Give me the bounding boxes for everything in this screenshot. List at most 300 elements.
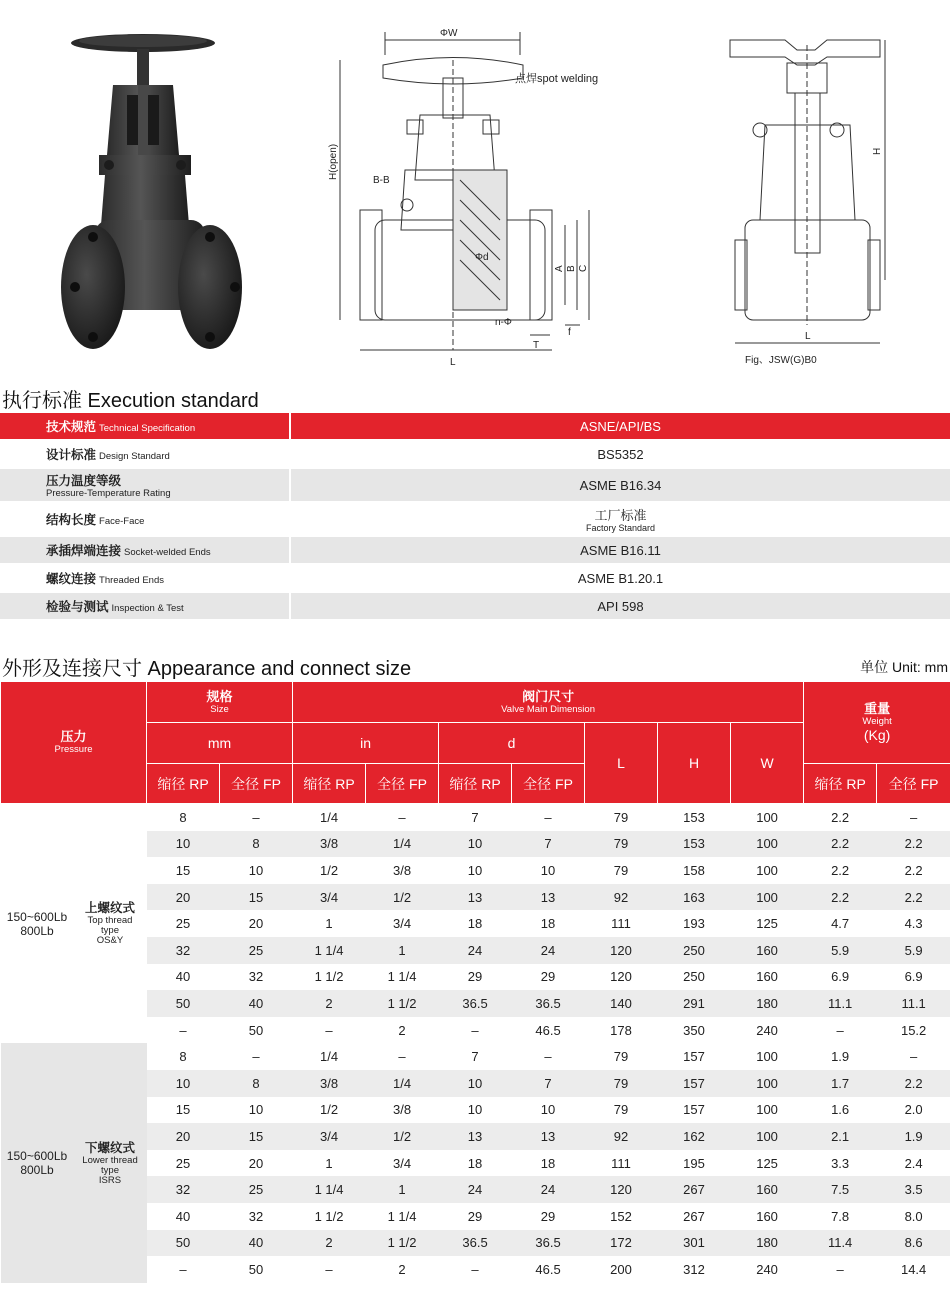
table-cell: 6.9 bbox=[804, 964, 877, 991]
table-cell: 2 bbox=[293, 990, 366, 1017]
table-cell: 36.5 bbox=[439, 1230, 512, 1257]
table-row bbox=[1, 1043, 950, 1070]
table-cell: 2.2 bbox=[804, 857, 877, 884]
table-cell: 2.2 bbox=[877, 831, 950, 858]
table-cell: 267 bbox=[658, 1203, 731, 1230]
thread-type-en: Lower thread bbox=[82, 1154, 138, 1166]
standard-label-zh: 承插焊端连接 bbox=[46, 544, 122, 558]
table-cell: 40 bbox=[220, 1230, 293, 1257]
weight-fp-header: 全径 FP bbox=[877, 764, 950, 804]
table-cell: 18 bbox=[439, 1150, 512, 1177]
table-cell: 3/8 bbox=[293, 1070, 366, 1097]
table-cell: 1.6 bbox=[804, 1097, 877, 1124]
thread-type-zh: 下螺纹式 bbox=[85, 1140, 136, 1155]
standard-label bbox=[0, 440, 290, 468]
pressure-cell bbox=[1, 1043, 74, 1282]
standard-label bbox=[0, 502, 290, 536]
table-cell: 10 bbox=[439, 1070, 512, 1097]
table-cell: 100 bbox=[731, 1070, 804, 1097]
table-cell: 1 1/2 bbox=[293, 964, 366, 991]
standard-row bbox=[0, 592, 950, 620]
table-cell: 79 bbox=[585, 1097, 658, 1124]
table-cell: 193 bbox=[658, 910, 731, 937]
table-cell: 1 1/4 bbox=[366, 964, 439, 991]
table-cell: 100 bbox=[731, 1123, 804, 1150]
standard-row bbox=[0, 468, 950, 502]
standard-value-text: 工厂标准 bbox=[594, 508, 647, 523]
standard-label-zh: 结构长度 bbox=[46, 513, 97, 527]
l-label: L bbox=[450, 357, 456, 368]
h-header: H bbox=[658, 723, 731, 804]
standard-value-text: ASME B16.11 bbox=[580, 542, 661, 558]
table-cell: – bbox=[804, 1017, 877, 1044]
table-cell: – bbox=[804, 1256, 877, 1283]
table-cell: 10 bbox=[439, 857, 512, 884]
table-cell: 10 bbox=[147, 1070, 220, 1097]
table-cell: 100 bbox=[731, 884, 804, 911]
table-cell: 2.2 bbox=[804, 831, 877, 858]
table-cell: 10 bbox=[220, 857, 293, 884]
table-cell: 160 bbox=[731, 1176, 804, 1203]
table-cell: 10 bbox=[220, 1097, 293, 1124]
table-cell: 46.5 bbox=[512, 1256, 585, 1283]
table-cell: 92 bbox=[585, 884, 658, 911]
table-cell: 125 bbox=[731, 910, 804, 937]
thread-type-en: OS&Y bbox=[96, 935, 124, 947]
table-cell: 7 bbox=[512, 1070, 585, 1097]
table-cell: 40 bbox=[147, 964, 220, 991]
valve-dimension-header: 阀门尺寸 Valve Main Dimension bbox=[293, 682, 804, 723]
table-cell: – bbox=[293, 1017, 366, 1044]
mm-header: mm bbox=[147, 723, 293, 764]
pressure-class: 150~600Lb bbox=[6, 909, 68, 924]
dimension-table bbox=[0, 681, 950, 1283]
table-cell: 1/2 bbox=[293, 857, 366, 884]
f-label: f bbox=[568, 327, 571, 338]
table-cell: 125 bbox=[731, 1150, 804, 1177]
table-cell: 160 bbox=[731, 1203, 804, 1230]
table-cell: 4.3 bbox=[877, 910, 950, 937]
h-open-label: H(open) bbox=[328, 143, 339, 180]
table-cell: 1/2 bbox=[293, 1097, 366, 1124]
standard-label-zh: 设计标准 bbox=[46, 448, 97, 462]
table-cell: 153 bbox=[658, 831, 731, 858]
thread-type-en: type bbox=[101, 925, 119, 937]
table-cell: 3.3 bbox=[804, 1150, 877, 1177]
table-cell: 50 bbox=[220, 1017, 293, 1044]
standard-label-zh: 压力温度等级 bbox=[46, 474, 122, 488]
standard-row bbox=[0, 440, 950, 468]
table-cell: 3/8 bbox=[366, 857, 439, 884]
standard-label-en: Threaded Ends bbox=[99, 575, 164, 586]
table-cell: 29 bbox=[512, 1203, 585, 1230]
table-cell: 1 bbox=[366, 937, 439, 964]
thread-type-zh: 上螺纹式 bbox=[85, 901, 136, 916]
weight-header: 重量 Weight (Kg) bbox=[804, 682, 950, 764]
table-cell: 13 bbox=[439, 884, 512, 911]
table-cell: 100 bbox=[731, 1097, 804, 1124]
unit-note: 单位 Unit: mm bbox=[860, 659, 948, 675]
table-cell: 92 bbox=[585, 1123, 658, 1150]
table-cell: 120 bbox=[585, 964, 658, 991]
table-cell: 40 bbox=[220, 990, 293, 1017]
table-cell: 100 bbox=[731, 857, 804, 884]
table-cell: 79 bbox=[585, 831, 658, 858]
table-cell: – bbox=[439, 1017, 512, 1044]
standard-label-en: Design Standard bbox=[99, 451, 170, 462]
table-cell: 10 bbox=[147, 831, 220, 858]
table-cell: 1.7 bbox=[804, 1070, 877, 1097]
table-cell: – bbox=[877, 804, 950, 831]
table-cell: 301 bbox=[658, 1230, 731, 1257]
standard-label bbox=[0, 564, 290, 592]
table-cell: 267 bbox=[658, 1176, 731, 1203]
table-cell: 7 bbox=[439, 804, 512, 831]
table-cell: 8.6 bbox=[877, 1230, 950, 1257]
table-cell: 13 bbox=[439, 1123, 512, 1150]
table-cell: 29 bbox=[512, 964, 585, 991]
table-cell: 36.5 bbox=[512, 1230, 585, 1257]
table-cell: 25 bbox=[147, 910, 220, 937]
b-label: B bbox=[566, 265, 577, 272]
table-cell: 1 1/4 bbox=[293, 937, 366, 964]
standard-value-text: BS5352 bbox=[597, 446, 644, 462]
table-cell: 162 bbox=[658, 1123, 731, 1150]
table-cell: 24 bbox=[439, 1176, 512, 1203]
standard-row bbox=[0, 502, 950, 536]
table-cell: 8 bbox=[220, 1070, 293, 1097]
table-cell: 13 bbox=[512, 884, 585, 911]
table-cell: 50 bbox=[147, 990, 220, 1017]
table-cell: 15 bbox=[220, 884, 293, 911]
product-illustrations bbox=[0, 0, 950, 375]
table-cell: 10 bbox=[512, 857, 585, 884]
table-cell: 291 bbox=[658, 990, 731, 1017]
table-cell: 157 bbox=[658, 1097, 731, 1124]
table-cell: 100 bbox=[731, 831, 804, 858]
table-cell: 50 bbox=[147, 1230, 220, 1257]
execution-standard-table bbox=[0, 413, 950, 621]
table-cell: 2.2 bbox=[877, 884, 950, 911]
table-cell: 29 bbox=[439, 1203, 512, 1230]
mm-fp-header: 全径 FP bbox=[220, 764, 293, 804]
weight-rp-header: 缩径 RP bbox=[804, 764, 877, 804]
table-cell: 163 bbox=[658, 884, 731, 911]
table-cell: 3/4 bbox=[366, 1150, 439, 1177]
table-cell: 32 bbox=[147, 1176, 220, 1203]
table-cell: 1/2 bbox=[366, 884, 439, 911]
table-cell: 46.5 bbox=[512, 1017, 585, 1044]
table-cell: 13 bbox=[512, 1123, 585, 1150]
table-cell: 180 bbox=[731, 990, 804, 1017]
table-cell: 20 bbox=[220, 910, 293, 937]
standard-value bbox=[290, 564, 950, 592]
pressure-header: 压力 Pressure bbox=[1, 682, 147, 804]
d-rp-header: 缩径 RP bbox=[439, 764, 512, 804]
a-label: A bbox=[554, 265, 565, 272]
table-cell: 1.9 bbox=[877, 1123, 950, 1150]
standard-value bbox=[290, 592, 950, 620]
table-cell: 8 bbox=[147, 1043, 220, 1070]
table-cell: 18 bbox=[512, 1150, 585, 1177]
table-cell: – bbox=[512, 1043, 585, 1070]
table-cell: 5.9 bbox=[877, 937, 950, 964]
standard-label-en: Face-Face bbox=[99, 516, 145, 527]
table-cell: 4.7 bbox=[804, 910, 877, 937]
table-cell: 158 bbox=[658, 857, 731, 884]
side-view-drawing bbox=[725, 25, 905, 370]
table-cell: 7.8 bbox=[804, 1203, 877, 1230]
table-cell: 79 bbox=[585, 804, 658, 831]
table-cell: 2.2 bbox=[877, 857, 950, 884]
table-cell: – bbox=[366, 1043, 439, 1070]
standard-value-text: ASNE/API/BS bbox=[580, 418, 661, 434]
standard-value-sub: Factory Standard bbox=[585, 523, 656, 533]
table-cell: 15 bbox=[220, 1123, 293, 1150]
table-cell: 140 bbox=[585, 990, 658, 1017]
table-cell: 7 bbox=[439, 1043, 512, 1070]
c-label: C bbox=[578, 264, 589, 272]
h-label: H bbox=[872, 147, 883, 155]
table-cell: 25 bbox=[220, 1176, 293, 1203]
table-cell: 1 bbox=[293, 1150, 366, 1177]
table-cell: – bbox=[147, 1256, 220, 1283]
table-cell: 36.5 bbox=[512, 990, 585, 1017]
table-cell: 6.9 bbox=[877, 964, 950, 991]
standard-label-en: Socket-welded Ends bbox=[124, 547, 211, 558]
table-cell: 2 bbox=[293, 1230, 366, 1257]
table-cell: 2.2 bbox=[804, 884, 877, 911]
table-cell: 1/4 bbox=[366, 1070, 439, 1097]
table-cell: – bbox=[439, 1256, 512, 1283]
standard-value-text: ASME B1.20.1 bbox=[577, 570, 664, 586]
n-phi-label: n-Φ bbox=[495, 317, 512, 328]
gate-valve-photo bbox=[55, 25, 255, 365]
in-header: in bbox=[293, 723, 439, 764]
standard-value-text: API 598 bbox=[597, 598, 644, 614]
table-cell: – bbox=[293, 1256, 366, 1283]
table-cell: 32 bbox=[147, 937, 220, 964]
table-cell: 14.4 bbox=[877, 1256, 950, 1283]
phi-w-label: ΦW bbox=[440, 28, 458, 39]
thread-type-cell bbox=[74, 804, 147, 1044]
table-cell: 18 bbox=[512, 910, 585, 937]
table-cell: 3.5 bbox=[877, 1176, 950, 1203]
table-cell: – bbox=[147, 1017, 220, 1044]
table-cell: 1/2 bbox=[366, 1123, 439, 1150]
standard-row bbox=[0, 564, 950, 592]
table-cell: 200 bbox=[585, 1256, 658, 1283]
table-cell: 20 bbox=[220, 1150, 293, 1177]
table-cell: 3/4 bbox=[366, 910, 439, 937]
table-cell: 2.4 bbox=[877, 1150, 950, 1177]
table-cell: 15.2 bbox=[877, 1017, 950, 1044]
table-cell: 20 bbox=[147, 1123, 220, 1150]
d-fp-header: 全径 FP bbox=[512, 764, 585, 804]
standard-label-en: Inspection & Test bbox=[111, 603, 184, 614]
table-cell: 1 1/4 bbox=[366, 1203, 439, 1230]
standard-label-zh: 检验与测试 bbox=[46, 600, 109, 614]
pressure-class: 150~600Lb bbox=[6, 1149, 68, 1164]
standard-label-en: Technical Specification bbox=[99, 423, 196, 434]
table-cell: 1/4 bbox=[366, 831, 439, 858]
table-cell: 1/4 bbox=[293, 804, 366, 831]
standard-value bbox=[290, 413, 950, 440]
table-cell: 10 bbox=[439, 831, 512, 858]
standard-label bbox=[0, 536, 290, 564]
table-cell: – bbox=[220, 1043, 293, 1070]
flanged-section-drawing bbox=[325, 20, 615, 370]
standard-label-zh: 技术规范 bbox=[46, 420, 97, 434]
table-cell: 152 bbox=[585, 1203, 658, 1230]
table-cell: 29 bbox=[439, 964, 512, 991]
table-cell: 11.4 bbox=[804, 1230, 877, 1257]
table-cell: 15 bbox=[147, 857, 220, 884]
table-cell: 25 bbox=[147, 1150, 220, 1177]
table-cell: 157 bbox=[658, 1043, 731, 1070]
pressure-cell bbox=[1, 804, 74, 1044]
table-cell: 120 bbox=[585, 937, 658, 964]
table-cell: 7 bbox=[512, 831, 585, 858]
table-cell: 111 bbox=[585, 910, 658, 937]
standard-value bbox=[290, 536, 950, 564]
table-cell: 11.1 bbox=[804, 990, 877, 1017]
table-cell: 111 bbox=[585, 1150, 658, 1177]
table-cell: – bbox=[512, 804, 585, 831]
table-cell: 25 bbox=[220, 937, 293, 964]
d-header: d bbox=[439, 723, 585, 764]
thread-type-en: ISRS bbox=[98, 1174, 122, 1186]
table-cell: 312 bbox=[658, 1256, 731, 1283]
appearance-title: 外形及连接尺寸 Appearance and connect size bbox=[2, 658, 412, 680]
table-cell: 24 bbox=[512, 937, 585, 964]
table-cell: 79 bbox=[585, 1043, 658, 1070]
thread-type-en: type bbox=[101, 1164, 119, 1176]
table-cell: 7.5 bbox=[804, 1176, 877, 1203]
table-cell: 20 bbox=[147, 884, 220, 911]
table-cell: 24 bbox=[439, 937, 512, 964]
l-header: L bbox=[585, 723, 658, 804]
l2-label: L bbox=[805, 331, 811, 342]
table-cell: 8 bbox=[220, 831, 293, 858]
table-cell: 172 bbox=[585, 1230, 658, 1257]
table-cell: 3/8 bbox=[293, 831, 366, 858]
table-cell: – bbox=[877, 1043, 950, 1070]
table-cell: 178 bbox=[585, 1017, 658, 1044]
table-cell: – bbox=[220, 804, 293, 831]
phi-d-label: Φd bbox=[475, 252, 489, 263]
table-cell: 3/4 bbox=[293, 884, 366, 911]
t-label: T bbox=[533, 340, 540, 351]
table-cell: 3/4 bbox=[293, 1123, 366, 1150]
standard-row bbox=[0, 536, 950, 564]
table-cell: 160 bbox=[731, 937, 804, 964]
table-cell: 153 bbox=[658, 804, 731, 831]
table-cell: 240 bbox=[731, 1017, 804, 1044]
table-cell: 8 bbox=[147, 804, 220, 831]
table-cell: 120 bbox=[585, 1176, 658, 1203]
table-cell: 1.9 bbox=[804, 1043, 877, 1070]
table-cell: 3/8 bbox=[366, 1097, 439, 1124]
standard-value bbox=[290, 502, 950, 536]
table-cell: 32 bbox=[220, 964, 293, 991]
table-row bbox=[1, 804, 950, 831]
table-cell: 195 bbox=[658, 1150, 731, 1177]
table-cell: 2.2 bbox=[877, 1070, 950, 1097]
table-cell: 79 bbox=[585, 857, 658, 884]
in-fp-header: 全径 FP bbox=[366, 764, 439, 804]
table-cell: 157 bbox=[658, 1070, 731, 1097]
table-cell: 1/4 bbox=[293, 1043, 366, 1070]
table-cell: 40 bbox=[147, 1203, 220, 1230]
table-cell: 1 1/2 bbox=[366, 1230, 439, 1257]
in-rp-header: 缩径 RP bbox=[293, 764, 366, 804]
standard-label bbox=[0, 413, 290, 440]
standard-label-zh: 螺纹连接 bbox=[46, 572, 97, 586]
table-cell: 1 bbox=[293, 910, 366, 937]
pressure-class-alt: 800Lb bbox=[20, 1163, 54, 1178]
standard-value bbox=[290, 468, 950, 502]
table-cell: 1 1/2 bbox=[366, 990, 439, 1017]
standard-value bbox=[290, 440, 950, 468]
table-cell: 1 1/2 bbox=[293, 1203, 366, 1230]
table-cell: – bbox=[366, 804, 439, 831]
table-cell: 32 bbox=[220, 1203, 293, 1230]
table-cell: 18 bbox=[439, 910, 512, 937]
table-cell: 2 bbox=[366, 1017, 439, 1044]
table-cell: 8.0 bbox=[877, 1203, 950, 1230]
table-cell: 160 bbox=[731, 964, 804, 991]
pressure-class-alt: 800Lb bbox=[20, 923, 54, 938]
table-cell: 180 bbox=[731, 1230, 804, 1257]
table-cell: 10 bbox=[439, 1097, 512, 1124]
table-cell: 240 bbox=[731, 1256, 804, 1283]
table-cell: 50 bbox=[220, 1256, 293, 1283]
table-cell: 36.5 bbox=[439, 990, 512, 1017]
table-cell: 2.1 bbox=[804, 1123, 877, 1150]
thread-type-cell bbox=[74, 1043, 147, 1282]
fig-caption: Fig、JSW(G)B0 bbox=[745, 355, 817, 366]
standard-row bbox=[0, 413, 950, 440]
table-cell: 24 bbox=[512, 1176, 585, 1203]
w-header: W bbox=[731, 723, 804, 804]
standard-label-en: Pressure-Temperature Rating bbox=[46, 488, 171, 499]
table-cell: 250 bbox=[658, 937, 731, 964]
table-cell: 11.1 bbox=[877, 990, 950, 1017]
standard-value-text: ASME B16.34 bbox=[579, 477, 662, 493]
table-cell: 350 bbox=[658, 1017, 731, 1044]
table-cell: 79 bbox=[585, 1070, 658, 1097]
table-cell: 10 bbox=[512, 1097, 585, 1124]
table-cell: 250 bbox=[658, 964, 731, 991]
table-cell: 2.2 bbox=[804, 804, 877, 831]
table-cell: 2 bbox=[366, 1256, 439, 1283]
execution-standard-title: 执行标准 Execution standard bbox=[2, 390, 259, 412]
size-header: 规格 Size bbox=[147, 682, 293, 723]
table-cell: 2.0 bbox=[877, 1097, 950, 1124]
spot-welding-label: 点焊spot welding bbox=[515, 73, 599, 85]
standard-label bbox=[0, 592, 290, 620]
standard-label bbox=[0, 468, 290, 502]
table-cell: 1 1/4 bbox=[293, 1176, 366, 1203]
table-cell: 5.9 bbox=[804, 937, 877, 964]
thread-type-en: Top thread bbox=[87, 915, 133, 927]
table-cell: 100 bbox=[731, 804, 804, 831]
table-cell: 100 bbox=[731, 1043, 804, 1070]
mm-rp-header: 缩径 RP bbox=[147, 764, 220, 804]
bb-label: B-B bbox=[373, 175, 390, 186]
table-cell: 1 bbox=[366, 1176, 439, 1203]
